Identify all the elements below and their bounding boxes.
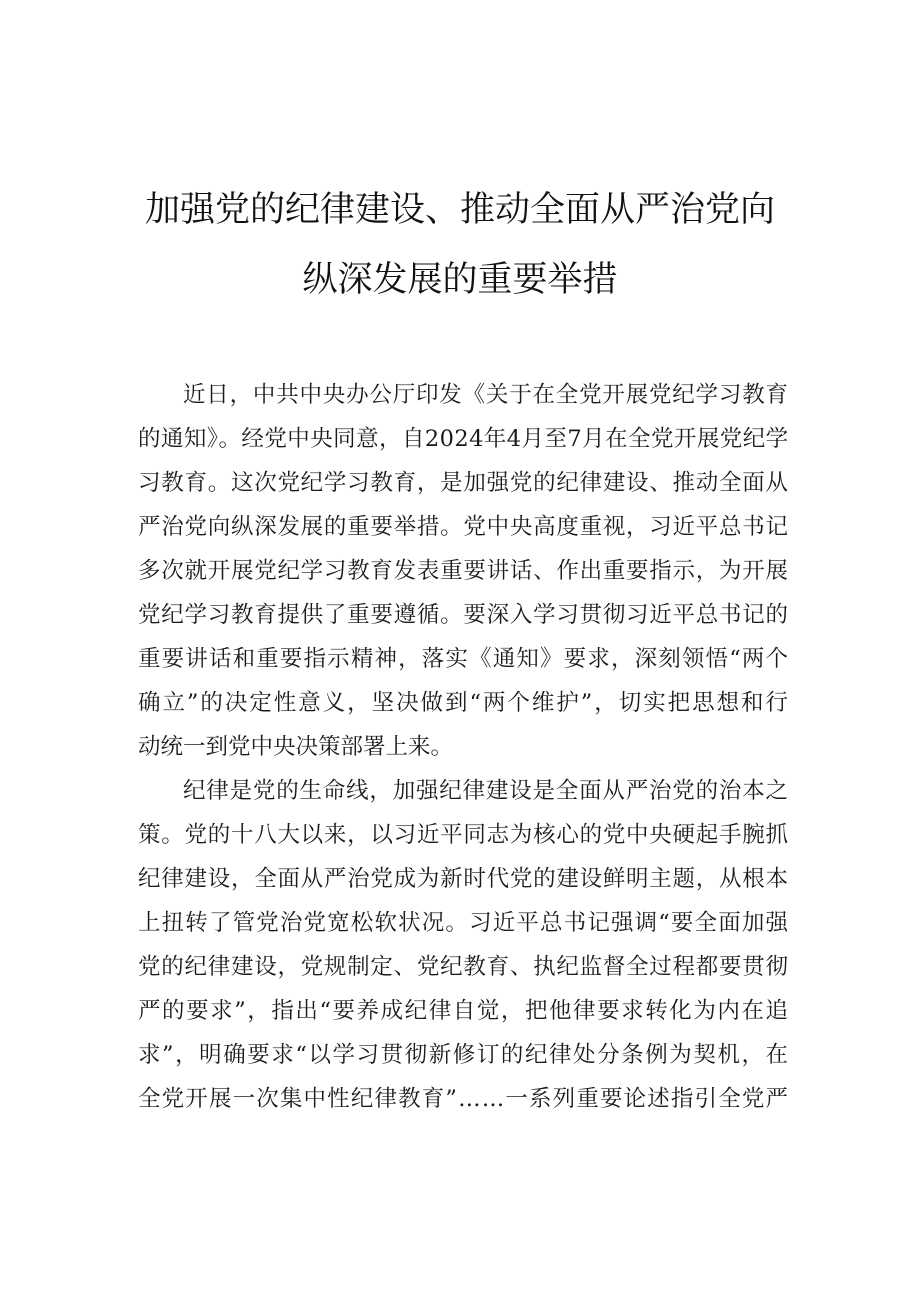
paragraph-1-line: 多次就开展党纪学习教育发表重要讲话、作出重要指示，为开展: [138, 558, 789, 584]
title-line-1: 加强党的纪律建设、推动全面从严治党向: [144, 190, 775, 230]
paragraph-1-line: 动统一到党中央决策部署上来。: [138, 734, 454, 760]
paragraph-2-line: 策。党的十八大以来，以习近平同志为核心的党中央硬起手腕抓: [138, 822, 789, 848]
paragraph-2-line: 求”，明确要求“以学习贯彻新修订的纪律处分条例为契机，在: [138, 1042, 790, 1068]
paragraph-1-line: 严治党向纵深发展的重要举措。党中央高度重视，习近平总书记: [138, 514, 789, 540]
paragraph-1-line: 党纪学习教育提供了重要遵循。要深入学习贯彻习近平总书记的: [138, 602, 789, 628]
paragraph-2-line: 严的要求”，指出“要养成纪律自觉，把他律要求转化为内在追: [138, 998, 790, 1024]
paragraph-2-line: 党的纪律建设，党规制定、党纪教育、执纪监督全过程都要贯彻: [138, 954, 789, 980]
paragraph-1-line: 近日，中共中央办公厅印发《关于在全党开展党纪学习教育: [183, 382, 789, 408]
paragraph-1-line: 的通知》。经党中央同意，自2024年4月至7月在全党开展党纪学: [138, 426, 789, 452]
title-line-2: 纵深发展的重要举措: [302, 260, 618, 300]
paragraph-1-line: 习教育。这次党纪学习教育，是加强党的纪律建设、推动全面从: [138, 470, 789, 496]
paragraph-2-line: 全党开展一次集中性纪律教育”……一系列重要论述指引全党严: [138, 1086, 790, 1112]
paragraph-2-line: 纪律是党的生命线，加强纪律建设是全面从严治党的治本之: [183, 778, 789, 804]
paragraph-2-line: 上扭转了管党治党宽松软状况。习近平总书记强调“要全面加强: [138, 910, 790, 936]
paragraph-1-line: 确立”的决定性意义，坚决做到“两个维护”，切实把思想和行: [138, 690, 790, 716]
paragraph-1-line: 重要讲话和重要指示精神，落实《通知》要求，深刻领悟“两个: [138, 646, 790, 672]
paragraph-2-line: 纪律建设，全面从严治党成为新时代党的建设鲜明主题，从根本: [138, 866, 789, 892]
